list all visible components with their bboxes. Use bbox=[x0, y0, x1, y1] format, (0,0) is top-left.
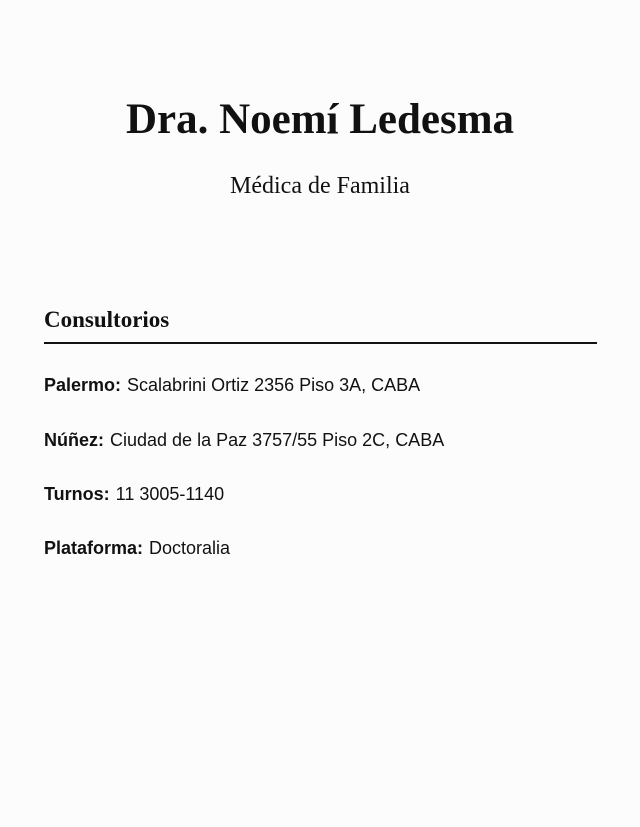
row-label: Plataforma: bbox=[44, 538, 144, 558]
office-row-nunez bbox=[44, 428, 444, 452]
office-row-palermo bbox=[44, 373, 420, 397]
platform-row bbox=[44, 536, 230, 560]
row-value: Ciudad de la Paz 3757/55 Piso 2C, CABA bbox=[110, 430, 445, 450]
section-heading-consultorios: Consultorios bbox=[44, 307, 170, 332]
doctor-name: Dra. Noemí Ledesma bbox=[125, 96, 515, 143]
section-divider bbox=[44, 342, 597, 344]
appointments-row bbox=[44, 482, 224, 506]
platform-name: Doctoralia bbox=[149, 538, 231, 558]
phone-number: 11 3005-1140 bbox=[115, 484, 225, 504]
row-label: Núñez: bbox=[44, 430, 104, 450]
row-label: Turnos: bbox=[44, 484, 110, 504]
doctor-specialty: Médica de Familia bbox=[230, 173, 410, 199]
row-label: Palermo: bbox=[44, 375, 122, 395]
row-value: Scalabrini Ortiz 2356 Piso 3A, CABA bbox=[127, 375, 421, 395]
